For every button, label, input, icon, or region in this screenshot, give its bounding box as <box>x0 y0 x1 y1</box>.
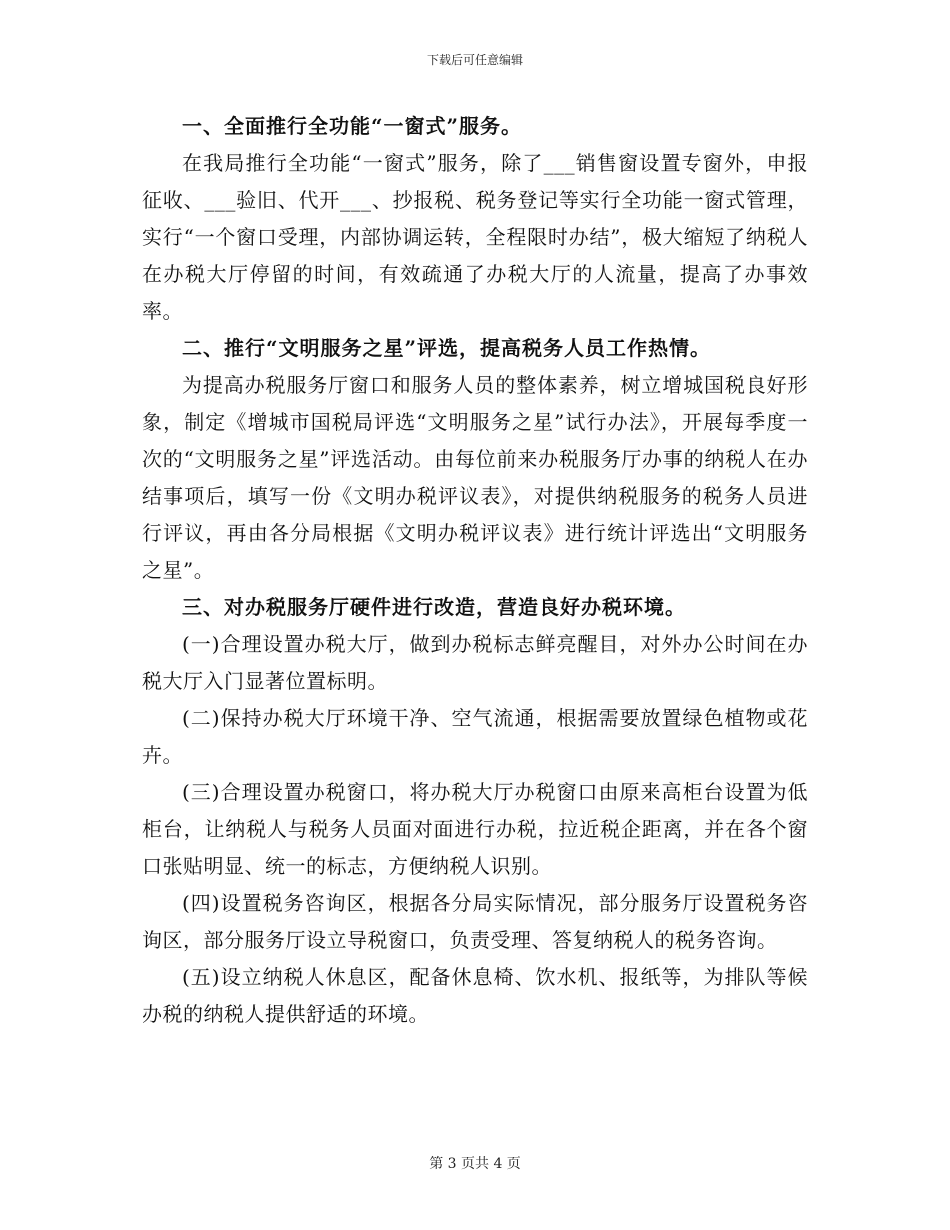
list-item-2: (二)保持办税大厅环境干净、空气流通，根据需要放置绿色植物或花卉。 <box>142 706 808 767</box>
list-item-1: (一)合理设置办税大厅，做到办税标志鲜亮醒目，对外办公时间在办税大厅入门显著位置标明。 <box>142 632 808 693</box>
page-header: 下载后可任意编辑 <box>426 53 523 67</box>
body-paragraph: 在我局推行全功能“一窗式”服务，除了___销售窗设置专窗外，申报征收、___验旧、代开___、抄报税、税务登记等实行全功能一窗式管理，实行“一个窗口受理，内部协调运转，全程限时办结”，极大缩短了纳税人在办税大厅停留的时间，有效疏通了办税大厅的人流量，提高了办事效率。 <box>142 151 808 323</box>
section-heading-1: 一、全面推行全功能“一窗式”服务。 <box>182 114 523 138</box>
section-heading-3: 三、对办税服务厅硬件进行改造，营造良好办税环境。 <box>182 595 686 619</box>
page-footer: 第 3 页共 4 页 <box>429 1156 521 1172</box>
document-body <box>142 108 808 1033</box>
list-item-4: (四)设置税务咨询区，根据各分局实际情况，部分服务厅设置税务咨询区，部分服务厅设立导税窗口，负责受理、答复纳税人的税务咨询。 <box>142 891 808 952</box>
body-paragraph: 为提高办税服务厅窗口和服务人员的整体素养，树立增城国税良好形象，制定《增城市国税局评选“文明服务之星”试行办法》，开展每季度一次的“文明服务之星”评选活动。由每位前来办税服务厅办事的纳税人在办结事项后，填写一份《文明办税评议表》，对提供纳税服务的税务人员进行评议，再由各分局根据《文明办税评议表》进行统计评选出“文明服务之星”。 <box>142 373 808 582</box>
section-heading-2: 二、推行“文明服务之星”评选，提高税务人员工作热情。 <box>182 336 712 360</box>
list-item-5: (五)设立纳税人休息区，配备休息椅、饮水机、报纸等，为排队等候办税的纳税人提供舒适的环境。 <box>142 965 808 1026</box>
list-item-3: (三)合理设置办税窗口，将办税大厅办税窗口由原来高柜台设置为低柜台，让纳税人与税务人员面对面进行办税，拉近税企距离，并在各个窗口张贴明显、统一的标志，方便纳税人识别。 <box>142 780 808 878</box>
